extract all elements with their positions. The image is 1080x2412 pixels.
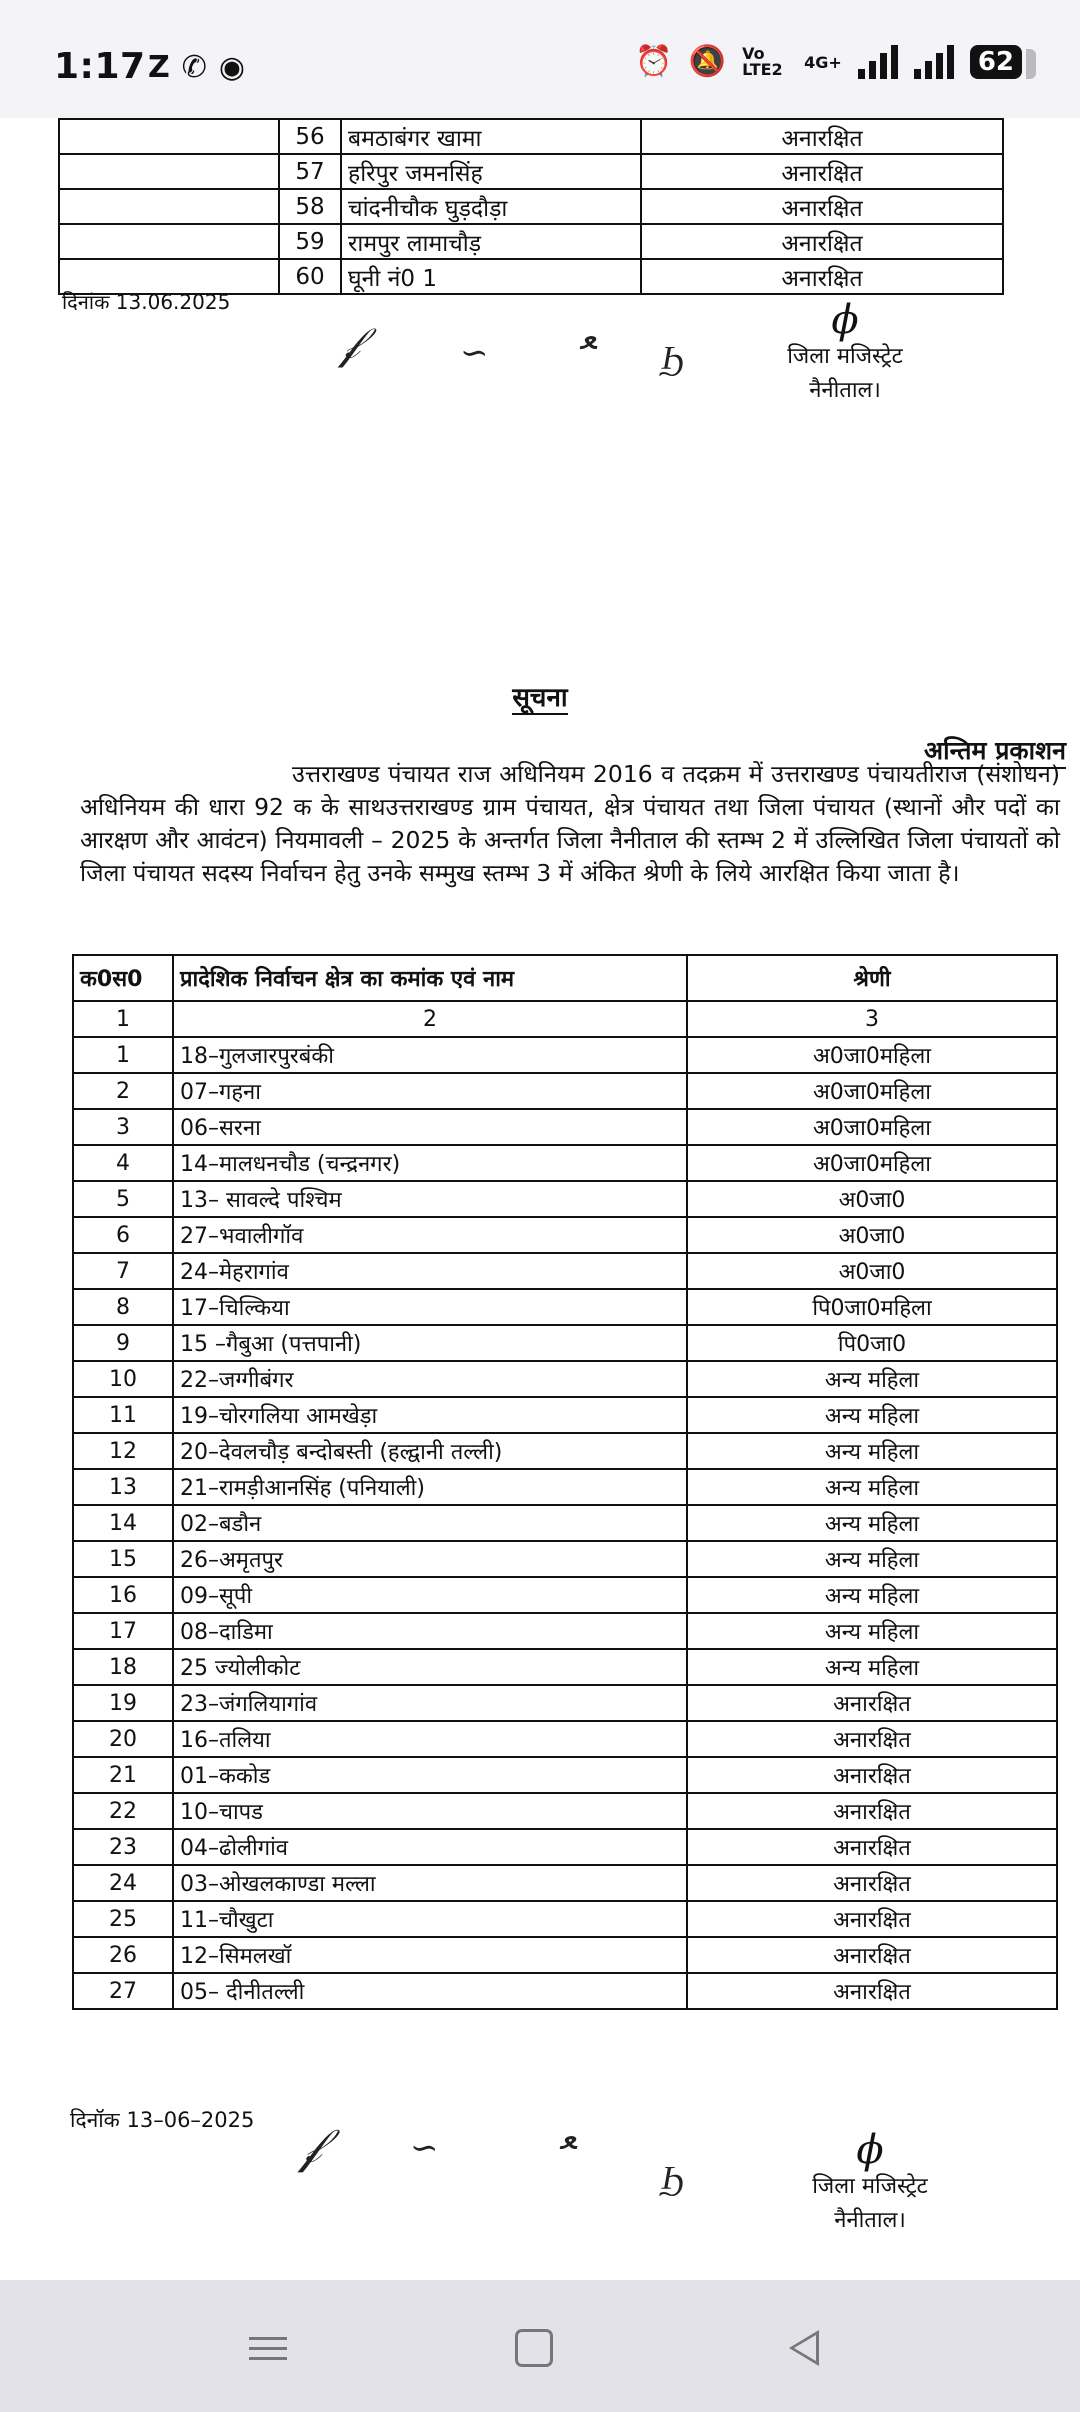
serial-cell: 20 (73, 1721, 173, 1757)
name-cell: 08–दाडिमा (173, 1613, 687, 1649)
signal-icon (858, 45, 898, 79)
serial-cell: 18 (73, 1649, 173, 1685)
table-row (73, 1181, 1057, 1217)
name-cell: 21–रामड़ीआनसिंह (पनियाली) (173, 1469, 687, 1505)
table-row (73, 1937, 1057, 1973)
category-cell: अन्य महिला (687, 1469, 1057, 1505)
table-row (59, 119, 1003, 154)
serial-cell: 25 (73, 1901, 173, 1937)
category-cell: अन्य महिला (687, 1613, 1057, 1649)
whatsapp-icon: ✆ (181, 50, 207, 85)
table-row (73, 1973, 1057, 2009)
battery-icon: 62 (970, 45, 1022, 79)
name-cell: 26–अमृतपुर (173, 1541, 687, 1577)
signature-3: ﻌ (580, 318, 597, 358)
navigation-bar (0, 2280, 1080, 2412)
signal-icon-2 (914, 45, 954, 79)
top-date: दिनांक 13.06.2025 (62, 290, 231, 314)
category-cell: अन्य महिला (687, 1505, 1057, 1541)
table-row (73, 1073, 1057, 1109)
name-cell: 02–बडौन (173, 1505, 687, 1541)
name-cell: रामपुर लामाचौड़ (341, 224, 641, 259)
name-cell: 12–सिमलखॉ (173, 1937, 687, 1973)
serial-cell: 19 (73, 1685, 173, 1721)
name-cell: बमठाबंगर खामा (341, 119, 641, 154)
name-cell: 11–चौखुटा (173, 1901, 687, 1937)
lead-cell (59, 119, 279, 154)
name-cell: 19–चोरगलिया आमखेड़ा (173, 1397, 687, 1433)
serial-cell: 1 (73, 1037, 173, 1073)
category-cell: अनारक्षित (641, 224, 1003, 259)
volte-icon: Vo LTE2 (742, 44, 783, 79)
category-cell: अ0जा0महिला (687, 1145, 1057, 1181)
category-cell: अन्य महिला (687, 1649, 1057, 1685)
table-row (73, 1145, 1057, 1181)
table-row (73, 1505, 1057, 1541)
magistrate-mark-icon-2: ϕ (856, 2127, 884, 2173)
name-cell: 10–चापड (173, 1793, 687, 1829)
table-row (73, 1325, 1057, 1361)
table-row (73, 1541, 1057, 1577)
table-row (73, 1865, 1057, 1901)
table-row (73, 1037, 1057, 1073)
status-bar (0, 0, 1080, 118)
table-row (73, 1469, 1057, 1505)
table-row (73, 1685, 1057, 1721)
serial-cell: 4 (73, 1145, 173, 1181)
signature-6: ∽ (410, 2128, 439, 2168)
system-icons (635, 44, 1022, 80)
signature-7: ﻌ (560, 2118, 577, 2158)
bottom-date: दिनॉक 13–06–2025 (70, 2108, 255, 2132)
column-number-row (73, 1001, 1057, 1037)
table-row (73, 1361, 1057, 1397)
category-cell: अनारक्षित (687, 1829, 1057, 1865)
category-cell: अ0जा0 (687, 1181, 1057, 1217)
name-cell: 14–मालधनचौड (चन्द्रनगर) (173, 1145, 687, 1181)
data-arrows-icon: 4G+ (804, 52, 842, 72)
category-cell: अनारक्षित (641, 189, 1003, 224)
colnum-3: 3 (687, 1001, 1057, 1037)
table-row (59, 189, 1003, 224)
table-row (73, 1721, 1057, 1757)
magistrate-signature-top: ϕ जिला मजिस्ट्रेट नैनीताल। (770, 300, 920, 408)
serial-cell: 23 (73, 1829, 173, 1865)
chrome-icon: ◉ (218, 50, 246, 85)
category-cell: अनारक्षित (641, 154, 1003, 189)
table-row (73, 1757, 1057, 1793)
serial-cell: 58 (279, 189, 341, 224)
serial-cell: 5 (73, 1181, 173, 1217)
name-cell: 25 ज्योलीकोट (173, 1649, 687, 1685)
signature-2: ∽ (460, 333, 489, 373)
table-row (73, 1397, 1057, 1433)
table-row (73, 1901, 1057, 1937)
signature-8: Ϧ (660, 2158, 687, 2198)
name-cell: 03–ओखलकाण्डा मल्ला (173, 1865, 687, 1901)
serial-cell: 11 (73, 1397, 173, 1433)
serial-cell: 9 (73, 1325, 173, 1361)
name-cell: 09–सूपी (173, 1577, 687, 1613)
table-row (73, 1109, 1057, 1145)
name-cell: 06–सरना (173, 1109, 687, 1145)
lead-cell (59, 154, 279, 189)
category-cell: अन्य महिला (687, 1361, 1057, 1397)
category-cell: अन्य महिला (687, 1577, 1057, 1613)
serial-cell: 10 (73, 1361, 173, 1397)
name-cell: 04–ढोलीगांव (173, 1829, 687, 1865)
serial-cell: 8 (73, 1289, 173, 1325)
name-cell: चांदनीचौक घुड़दौड़ा (341, 189, 641, 224)
final-publication-label: अन्तिम प्रकाशन (924, 733, 1066, 769)
magistrate-mark-icon: ϕ (831, 297, 859, 343)
name-cell: 07–गहना (173, 1073, 687, 1109)
table-row (73, 1829, 1057, 1865)
name-cell: 20–देवलचौड़ बन्दोबस्ती (हल्द्वानी तल्ली) (173, 1433, 687, 1469)
document-view[interactable] (0, 118, 1080, 2280)
serial-cell: 57 (279, 154, 341, 189)
notice-paragraph: उत्तराखण्ड पंचायत राज अधिनियम 2016 व तदक्रम में उत्तराखण्ड पंचायतीराज (संशोधन) अधिनियम की धारा 92 क के साथउत्तराखण्ड ग्राम पंचायत, क्षेत्र पंचायत तथा जिला पंचायत (स्थानों और पदों का आरक्षण और आवंटन) नियमावली – 2025 के अन्तर्गत जिला नैनीताल की स्तम्भ 2 में उल्लिखित जिला पंचायतों को जिला पंचायत सदस्य निर्वाचन हेतु उनके सम्मुख स्तम्भ 3 में अंकित श्रेणी के लिये आरक्षित किया जाता है। (80, 760, 1060, 887)
signature-5: 𝒻 (300, 2118, 322, 2174)
serial-cell: 59 (279, 224, 341, 259)
category-cell: अन्य महिला (687, 1433, 1057, 1469)
category-cell: अनारक्षित (687, 1937, 1057, 1973)
category-cell: पि0जा0 (687, 1325, 1057, 1361)
serial-cell: 12 (73, 1433, 173, 1469)
table-row (73, 1649, 1057, 1685)
serial-cell: 2 (73, 1073, 173, 1109)
magistrate-signature-bottom: ϕ जिला मजिस्ट्रेट नैनीताल। (790, 2130, 950, 2238)
category-cell: अनारक्षित (687, 1901, 1057, 1937)
name-cell: 24–मेहरागांव (173, 1253, 687, 1289)
lead-cell (59, 224, 279, 259)
table-row (73, 1793, 1057, 1829)
name-cell: 23–जंगलियागांव (173, 1685, 687, 1721)
name-cell: 05– दीनीतल्ली (173, 1973, 687, 2009)
home-button[interactable] (504, 2318, 564, 2378)
serial-cell: 27 (73, 1973, 173, 2009)
back-icon (789, 2330, 819, 2366)
serial-cell: 13 (73, 1469, 173, 1505)
serial-cell: 22 (73, 1793, 173, 1829)
name-cell: 13– सावल्दे पश्चिम (173, 1181, 687, 1217)
name-cell: 18–गुलजारपुरबंकी (173, 1037, 687, 1073)
serial-cell: 16 (73, 1577, 173, 1613)
table-row (73, 1217, 1057, 1253)
category-cell: अ0जा0महिला (687, 1109, 1057, 1145)
serial-cell: 7 (73, 1253, 173, 1289)
table-header-row (73, 955, 1057, 1001)
status-time: 1:17 (54, 46, 146, 87)
category-cell: अ0जा0 (687, 1253, 1057, 1289)
name-cell: 15 –गैबुआ (पत्तपानी) (173, 1325, 687, 1361)
name-cell: 17–चिल्किया (173, 1289, 687, 1325)
category-cell: अनारक्षित (687, 1721, 1057, 1757)
reservation-table (72, 954, 1058, 2010)
table-row (73, 1253, 1057, 1289)
category-cell: अनारक्षित (687, 1793, 1057, 1829)
category-cell: अन्य महिला (687, 1397, 1057, 1433)
category-cell: अनारक्षित (687, 1865, 1057, 1901)
serial-cell: 14 (73, 1505, 173, 1541)
category-cell: अनारक्षित (641, 259, 1003, 294)
alarm-icon: ⏰ (635, 44, 673, 79)
table-row (73, 1577, 1057, 1613)
previous-table (58, 118, 1004, 295)
serial-cell: 6 (73, 1217, 173, 1253)
table-row (59, 224, 1003, 259)
serial-cell: 26 (73, 1937, 173, 1973)
serial-cell: 17 (73, 1613, 173, 1649)
header-name: प्रादेशिक निर्वाचन क्षेत्र का कमांक एवं नाम (173, 955, 687, 1001)
name-cell: 22–जग्गीबंगर (173, 1361, 687, 1397)
serial-cell: 24 (73, 1865, 173, 1901)
zomato-z-icon: Z (148, 50, 170, 85)
name-cell: घूनी नं0 1 (341, 259, 641, 294)
table-row (73, 1433, 1057, 1469)
menu-icon[interactable] (238, 2318, 298, 2378)
serial-cell: 3 (73, 1109, 173, 1145)
colnum-1: 1 (73, 1001, 173, 1037)
mute-icon: 🔕 (688, 44, 727, 79)
colnum-2: 2 (173, 1001, 687, 1037)
category-cell: अनारक्षित (641, 119, 1003, 154)
category-cell: पि0जा0महिला (687, 1289, 1057, 1325)
header-category: श्रेणी (687, 955, 1057, 1001)
category-cell: अन्य महिला (687, 1541, 1057, 1577)
notification-icons (148, 50, 245, 86)
signature-4: Ϧ (660, 338, 687, 378)
name-cell: 01–ककोड (173, 1757, 687, 1793)
table-row (73, 1613, 1057, 1649)
category-cell: अनारक्षित (687, 1973, 1057, 2009)
category-cell: अ0जा0 (687, 1217, 1057, 1253)
category-cell: अनारक्षित (687, 1685, 1057, 1721)
serial-cell: 60 (279, 259, 341, 294)
table-row (59, 154, 1003, 189)
serial-cell: 21 (73, 1757, 173, 1793)
table-row (73, 1289, 1057, 1325)
signature-1: 𝒻 (340, 318, 360, 369)
category-cell: अनारक्षित (687, 1757, 1057, 1793)
serial-cell: 15 (73, 1541, 173, 1577)
name-cell: हरिपुर जमनसिंह (341, 154, 641, 189)
category-cell: अ0जा0महिला (687, 1037, 1057, 1073)
serial-cell: 56 (279, 119, 341, 154)
lead-cell (59, 189, 279, 224)
back-button[interactable] (774, 2318, 834, 2378)
header-sn: क0स0 (73, 955, 173, 1001)
notice-title: सूचना (512, 683, 568, 713)
home-icon (515, 2329, 553, 2367)
category-cell: अ0जा0महिला (687, 1073, 1057, 1109)
name-cell: 16–तलिया (173, 1721, 687, 1757)
name-cell: 27–भवालीगॉव (173, 1217, 687, 1253)
